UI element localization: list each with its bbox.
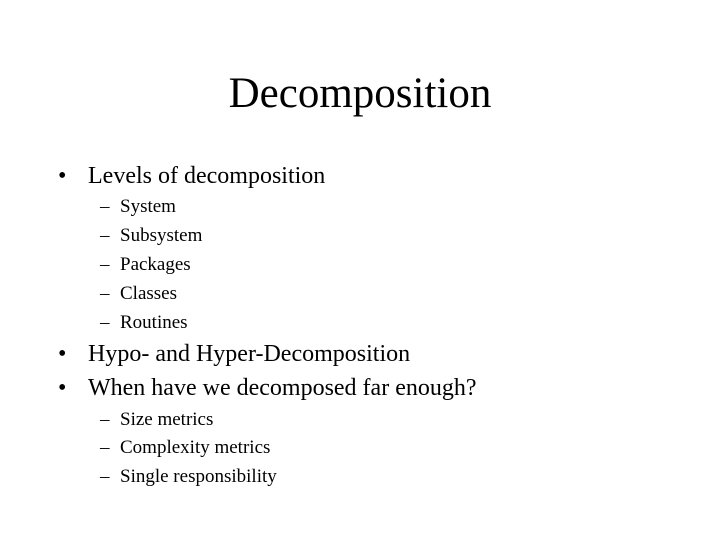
bullet-levels-of-decomposition: Levels of decomposition bbox=[88, 163, 326, 189]
slide-title: Decomposition bbox=[228, 70, 492, 117]
bullet-glyph: • bbox=[58, 341, 67, 367]
dash-glyph: – bbox=[100, 283, 110, 304]
subitem-classes: Classes bbox=[120, 283, 177, 304]
subitem-subsystem: Subsystem bbox=[120, 225, 203, 246]
subitem-system: System bbox=[120, 196, 176, 217]
dash-glyph: – bbox=[100, 466, 110, 487]
dash-glyph: – bbox=[100, 312, 110, 333]
bullet-glyph: • bbox=[58, 375, 67, 401]
bullet-hypo-hyper-decomposition: Hypo- and Hyper-Decomposition bbox=[88, 341, 411, 367]
subitem-packages: Packages bbox=[120, 254, 191, 275]
bullet-decomposed-far-enough: When have we decomposed far enough? bbox=[88, 375, 477, 401]
subitem-routines: Routines bbox=[120, 312, 188, 333]
subitem-complexity-metrics: Complexity metrics bbox=[120, 437, 271, 458]
dash-glyph: – bbox=[100, 225, 110, 246]
bullet-glyph: • bbox=[58, 163, 67, 189]
subitem-size-metrics: Size metrics bbox=[120, 409, 214, 430]
dash-glyph: – bbox=[100, 437, 110, 458]
dash-glyph: – bbox=[100, 409, 110, 430]
dash-glyph: – bbox=[100, 254, 110, 275]
subitem-single-responsibility: Single responsibility bbox=[120, 466, 277, 487]
dash-glyph: – bbox=[100, 196, 110, 217]
